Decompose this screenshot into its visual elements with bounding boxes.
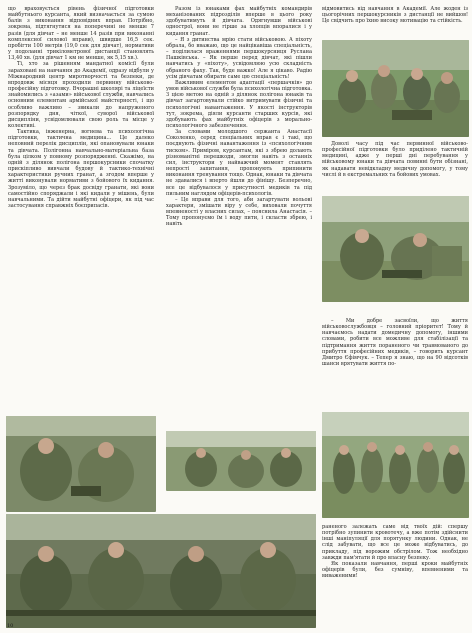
photo-field-medicine: [322, 196, 469, 302]
column-3-top-text: [322, 6, 468, 24]
col3-paragraph: раненого залежать саме від твоїх дій: спершу потрібно зупинити кровотечу, а вже потім здійснити інші маніпуляції для порятунку людини. Однак, не слід забувати, що все це може відбуватись, до прикладу, під ворожим обстрілом. Тож необхідно завжди пам'ятати й про власну безпеку.: [322, 524, 468, 561]
col3-paragraph: відмовитись від навчання в Академії. Але жоден із цьогорічних першокурсників з дистанції не вийшов! Це свідчить про їхню високу мотивацію та стійкість.: [322, 6, 468, 25]
col3-paragraph: Як показали навчання, перші кроки майбутніх офіцерів були, без сумніву, впевненими та виваженими!: [322, 560, 468, 580]
photo-grenade-training: [6, 416, 156, 512]
photo-cadets-group: [322, 412, 469, 518]
col2-paragraph: Важливим елементом адаптації «першачків» до умов військової служби була психологічна підготовка. З цією метою на одній з ділянок полігона юнаків та дівчат загартовували стійко витримувати фізичні та психологічні навантаження. У якості інструкторів тут, зокрема, діяли курсанти старших курсів, які здобувають фах майбутніх офіцерів з морально-психологічного забезпечення.: [166, 79, 313, 129]
page-number: 10: [7, 623, 14, 629]
col1-paragraph: Тактика, інженерна, вогнева та психологічна підготовки, тактична медицина... Це далеко неповний перелік дисциплін, які опановували юнаки та дівчата. Полігонна навчально-матеріальна база була цілком у повному розпорядженні. Скажімо, на одній з ділянок полігона першокурсники спочатку прискіпливо вивчали будову й тактико-технічні характеристики ручних гранат, а згодом вперше у житті виконували нормативи з бойового їх кидання. Зрозуміло, що через брак досвіду гранати, які вони самостійно споряджали і які кидали у мішень, були навчальними. Та дійти майбутні офіцери, як під час застосування справжніх боєприпасів.: [8, 129, 154, 209]
col2-paragraph: – Я з дитинства мрію стати військовою. А піхоту обрала, бо вважаю, що це найцікавіша спеціальність, – поділилася враженнями першокурсниця Руслана Пашківська. – Як перше перед дівчат, які пішли навчатись у «піхоту», усвідомлюю усю складність обраного фаху. Так, буде важко! Але я цікаво. Радію усім дівчатам обирати саме цю спеціальність!: [166, 36, 312, 80]
column-1-text: [8, 6, 154, 209]
col2-paragraph: – Це вправи для того, аби загартувати вольові характери, змішати віру у себе, виховали почуття впевненості у власних силах, – пояснила Анастасія. – Тому пропонуємо їм і воду пити, і скласти збрею, і навіть: [166, 196, 312, 228]
col1-paragraph: що враховується рівень фізичної підготовки майбутнього курсанта, який визначається за сумою балів з виконання відповідних вправ. Потрібно, зокрема, підтягнутися на поперечині не менше 7 разів (для дівчат – не менше 14 разів при виконанні комплексної силової вправи), швидше 16,5 сек. пробігти 100 метрів (19,0 сек для дівчат), нормативи у подоланні трикілометрової дистанції становлять 13,40 хв. (для дівчат 1 км не менше, як 5,15 хв.).: [8, 6, 154, 62]
column-2-text: [166, 6, 312, 228]
col1-paragraph: Ті, хто за рішенням мандатної комісії були зараховані на навчання до Академії, одразу відбули у Міжнародний центр миротворчості та безпеки, де впродовж місяця проходили первинну військово-професійну підготовку. Вчорашні школярі та ліцеїсти знайомились з «азами» військової служби, навчались основним елементам армійської майстерності, і що особливо важливо – звикали до напруженого розпорядку дня, чіткої, суворої військової дисципліни, усвідомлювали свою роль та місце у колективі.: [8, 61, 154, 129]
column-3-mid-text: [322, 141, 468, 178]
col2-paragraph: За словами молодшого сержанта Анастасії Соколенко, серед спеціальних вправ є і такі, що поєднують фізичні навантаження із «психологічним тиском». Приміром, курсантам, які з збрею долають різноманітні перешкоди, змогли навіть з останніх сил, інструктори у найважчий момент ставлять непрості запитання, пропонують припинити виконання тренування тощо. Однак, юнаки та дівчата не здавалися і вперто йшли до фінішу. Безперечно, все це відбувалося у присутності медиків та під пильним наглядом офіцерів-психологів.: [166, 129, 312, 197]
column-3-bottom-text: [322, 524, 468, 579]
photo-cadets-kneeling: [322, 40, 469, 137]
col3-paragraph: – Ми добре засвоїли, що життя військовослужбовця – головний пріоритет! Тому й навчаємось надати домедичну допомогу, іншими словами, робити все можливе для стабілізації та підтримання життя пораненого чи травмованого до прибуття професійних медиків, – говорить курсант Дмитро Єфімчук. – Тепер я знаю, що на 90 відсотків шанси врятувати життя по-: [322, 318, 468, 368]
col2-paragraph: Разом із юнаками фах майбутніх командирів механізованих підрозділів вперше в цього року здобуватимуть й дівчата. Одягнувши військові однострої, вони не гірше за хлопців впоралися і у кидання гранат.: [166, 6, 312, 37]
photo-equipment-lineup: [6, 514, 316, 628]
column-3-quote-text: [322, 318, 468, 367]
col3-paragraph: Доволі часу під час первинної військово-професійної підготовки було приділено тактичній медицині, адже у перші дні перебування у військовому юнаки та дівчата повинні бути обізнані, як надавати невідкладну медичну допомогу, у тому числі й в екстремальних та бойових умовах.: [322, 141, 468, 178]
photo-obstacle-course: [166, 431, 316, 491]
